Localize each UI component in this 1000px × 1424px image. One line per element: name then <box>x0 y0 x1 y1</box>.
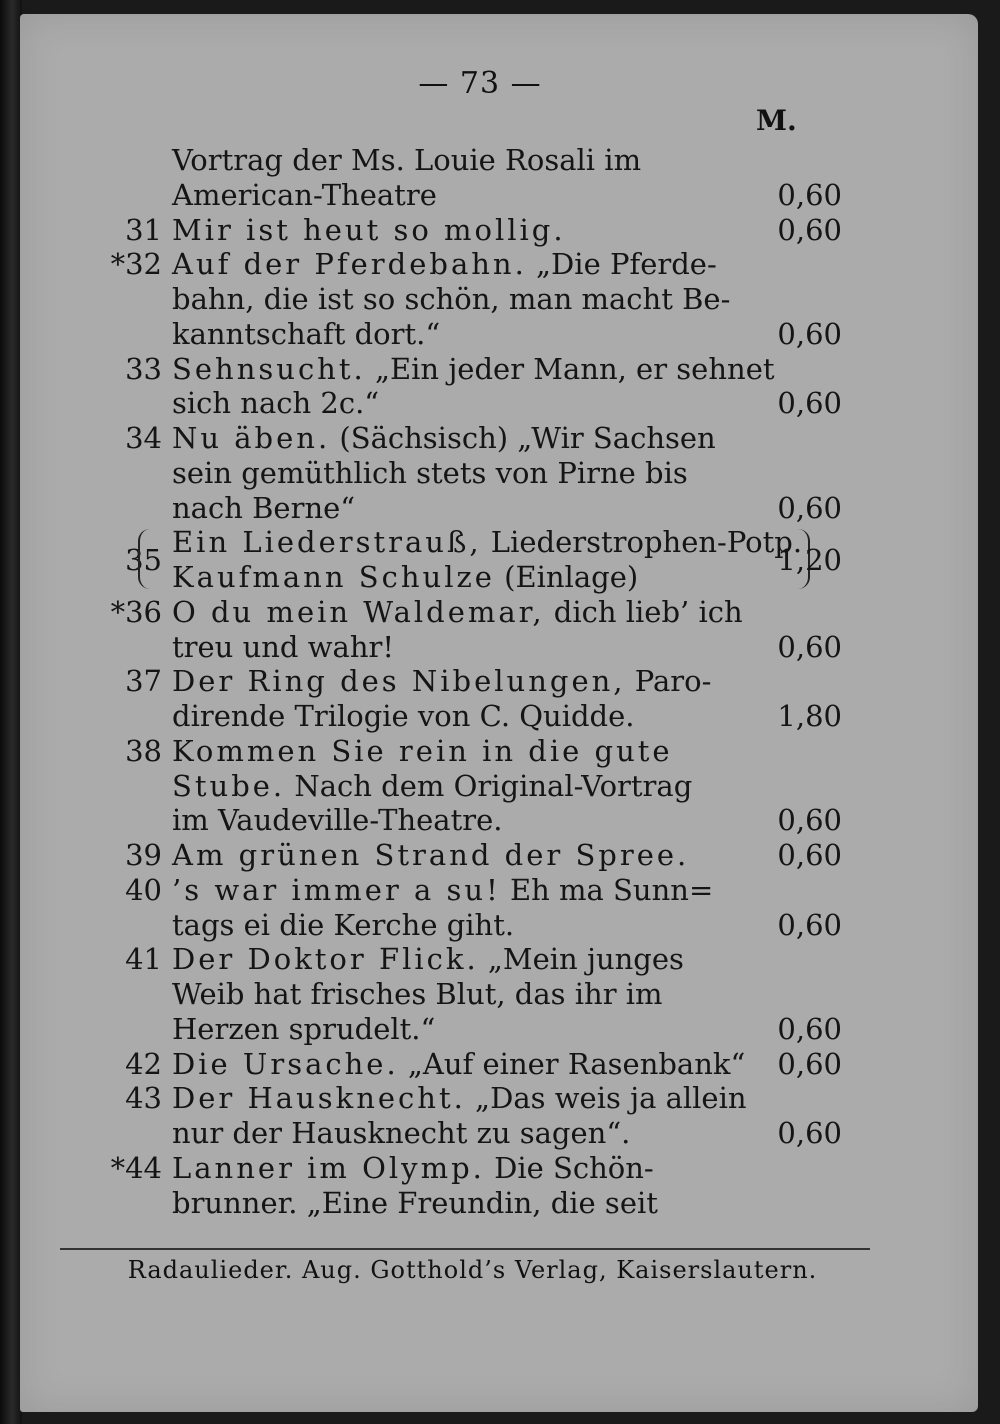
entry-line <box>90 595 850 630</box>
entry-title: O du mein Waldemar, <box>172 594 545 629</box>
entry-rest: im Vaudeville-Theatre. <box>172 803 503 838</box>
entry-line <box>90 1047 850 1082</box>
entry-price: 0,60 <box>777 838 842 872</box>
entry-price: 0,60 <box>777 907 842 942</box>
book-spine <box>0 0 22 1424</box>
entry-text <box>172 873 713 908</box>
intro-line <box>90 178 850 213</box>
entry-text <box>172 734 673 769</box>
entry-text <box>172 1012 435 1047</box>
entry-number: 37 <box>125 664 162 699</box>
entry-text <box>172 282 730 317</box>
entry-title: Der Ring des Nibelungen, <box>172 664 626 699</box>
entry-line <box>90 908 850 943</box>
entry-title: Kaufmann Schulze <box>172 560 495 594</box>
entry-rest: Weib hat frisches Blut, das ihr im <box>172 977 663 1011</box>
entry-line <box>90 421 850 456</box>
entry-text <box>172 421 716 456</box>
entry-price: 0,60 <box>777 386 842 421</box>
entry-text <box>172 352 775 387</box>
entry-text: American-Theatre <box>172 177 437 212</box>
entry-line <box>90 317 850 352</box>
entry-line <box>90 1116 850 1151</box>
entry-line <box>90 803 850 838</box>
entry-line <box>90 699 850 734</box>
entry-rest: kanntschaft dort.“ <box>172 316 441 351</box>
entry-price: 0,60 <box>777 177 842 212</box>
entry-rest: (Einlage) <box>494 560 639 594</box>
entry-title: Mir ist heut so mollig. <box>172 212 566 247</box>
entry-title: Ein Liederstrauß, <box>172 525 482 560</box>
entry-title: Lanner im Olymp. <box>172 1150 485 1185</box>
entry-rest: „Das weis ja allein <box>465 1081 747 1116</box>
entry-rest: Paro- <box>625 664 712 699</box>
entry-price: 0,60 <box>777 212 842 247</box>
entry-title: Stube. <box>172 768 286 803</box>
currency-unit-heading: M. <box>756 104 797 137</box>
entry-text <box>172 977 663 1012</box>
entry-rest: Die Schön- <box>484 1150 654 1185</box>
entry-line <box>90 456 850 491</box>
entry-text <box>172 1186 658 1221</box>
entry-number: 42 <box>125 1046 162 1081</box>
entry-text <box>172 317 440 352</box>
entry-text <box>172 595 743 630</box>
entry-title: Nu äben. <box>172 421 331 455</box>
entry-text <box>172 803 502 838</box>
entry-line <box>90 769 850 804</box>
entry-line <box>90 386 850 421</box>
entry-price: 0,60 <box>777 316 842 351</box>
entry-number: 31 <box>125 212 162 247</box>
entry-line <box>90 838 850 873</box>
entry-rest: treu und wahr! <box>172 629 395 664</box>
entry-number: *36 <box>110 594 162 629</box>
entry-line <box>90 1081 850 1116</box>
entry-line <box>90 247 850 282</box>
entry-rest: dich lieb’ ich <box>544 594 743 629</box>
page-number: — 73 — <box>418 66 542 101</box>
entry-title: Am grünen Strand der Spree. <box>172 838 690 872</box>
entry-price: 0,60 <box>777 803 842 838</box>
entry-rest: nach Berne“ <box>172 490 356 525</box>
entry-text <box>172 664 711 699</box>
entry-line <box>90 1186 850 1221</box>
entry-price: 0,60 <box>777 1116 842 1150</box>
entry-line <box>90 213 850 248</box>
entry-price: 0,60 <box>777 490 842 525</box>
entry-number: 40 <box>125 872 162 907</box>
entry-text <box>172 386 379 421</box>
entry-rest: sich nach 2c.“ <box>172 386 380 421</box>
entry-price: 1,20 <box>777 543 842 578</box>
entry-number: 34 <box>125 421 162 455</box>
entry-text <box>172 630 394 665</box>
entry-line <box>90 977 850 1012</box>
entry-rest: Liederstrophen-Potp. <box>481 525 803 560</box>
entry-rest: „Auf einer Rasenbank“ <box>398 1046 746 1081</box>
entry-text <box>172 699 635 734</box>
entry-rest: dirende Trilogie von C. Quidde. <box>172 699 635 733</box>
entry-line <box>90 1151 850 1186</box>
entry-line <box>90 491 850 526</box>
entry-rest: sein gemüthlich stets von Pirne bis <box>172 455 688 490</box>
song-list <box>90 143 850 1220</box>
entry-title: Kommen Sie rein in die gute <box>172 733 673 768</box>
entry-rest: tags ei die Kerche giht. <box>172 907 515 942</box>
intro-line <box>90 143 850 178</box>
entry-text <box>172 213 566 248</box>
entry-rest: Nach dem Original-Vortrag <box>285 768 693 803</box>
entry-text <box>172 491 355 526</box>
left-brace <box>138 529 150 589</box>
entry-text <box>172 1116 630 1151</box>
entry-rest: „Ein jeder Mann, er sehnet <box>365 351 775 386</box>
entry-title: Die Ursache. <box>172 1046 399 1081</box>
entry-text <box>172 838 689 873</box>
entry-rest: (Sächsisch) „Wir Sachsen <box>330 421 716 455</box>
entry-number: 33 <box>125 351 162 386</box>
entry-price: 0,60 <box>777 629 842 664</box>
entry-text: Vortrag der Ms. Louie Rosali im <box>172 143 642 177</box>
entry-line <box>90 942 850 977</box>
entry-number: 38 <box>125 733 162 768</box>
entry-line <box>90 630 850 665</box>
entry-title: ’s war immer a su! <box>172 872 501 907</box>
entry-price: 0,60 <box>777 1011 842 1046</box>
entry-text <box>172 769 692 804</box>
entry-line <box>90 1012 850 1047</box>
entry-number: 35 <box>125 543 162 578</box>
entry-line <box>90 664 850 699</box>
entry-line <box>90 352 850 387</box>
entry-number: 39 <box>125 838 162 872</box>
entry-number: 43 <box>125 1081 162 1116</box>
entry-rest: Herzen sprudelt.“ <box>172 1011 436 1046</box>
entry-number: *32 <box>110 247 162 282</box>
entry-line <box>172 560 638 595</box>
entry-price: 1,80 <box>777 699 842 733</box>
entry-text <box>172 1081 747 1116</box>
entry-text <box>172 1047 745 1082</box>
entry-price: 0,60 <box>777 1046 842 1081</box>
entry-title: Der Hausknecht. <box>172 1081 466 1116</box>
entry-line <box>90 873 850 908</box>
publisher-footer: Radaulieder. Aug. Gotthold’s Verlag, Kaiserslautern. <box>127 1256 818 1284</box>
entry-text <box>172 908 514 943</box>
entry-line <box>90 282 850 317</box>
entry-rest: „Die Pferde- <box>526 247 717 282</box>
entry-title: Der Doktor Flick. <box>172 942 479 977</box>
entry-line <box>172 525 802 560</box>
entry-rest: nur der Hausknecht zu sagen“. <box>172 1116 631 1150</box>
entry-title: Auf der Pferdebahn. <box>172 247 527 282</box>
entry-text <box>172 1151 654 1186</box>
footer-rule <box>60 1248 870 1250</box>
entry-text <box>172 456 688 491</box>
entry-title: Sehnsucht. <box>172 351 366 386</box>
entry-grouped <box>90 525 850 595</box>
entry-rest: „Mein junges <box>478 942 684 977</box>
entry-text <box>172 247 717 282</box>
entry-rest: bahn, die ist so schön, man macht Be- <box>172 282 731 316</box>
entry-number: 41 <box>125 942 162 977</box>
entry-line <box>90 734 850 769</box>
entry-text <box>172 942 684 977</box>
entry-number: *44 <box>110 1150 162 1185</box>
entry-rest: Eh ma Sunn= <box>500 872 714 907</box>
entry-rest: brunner. „Eine Freundin, die seit <box>172 1185 658 1220</box>
